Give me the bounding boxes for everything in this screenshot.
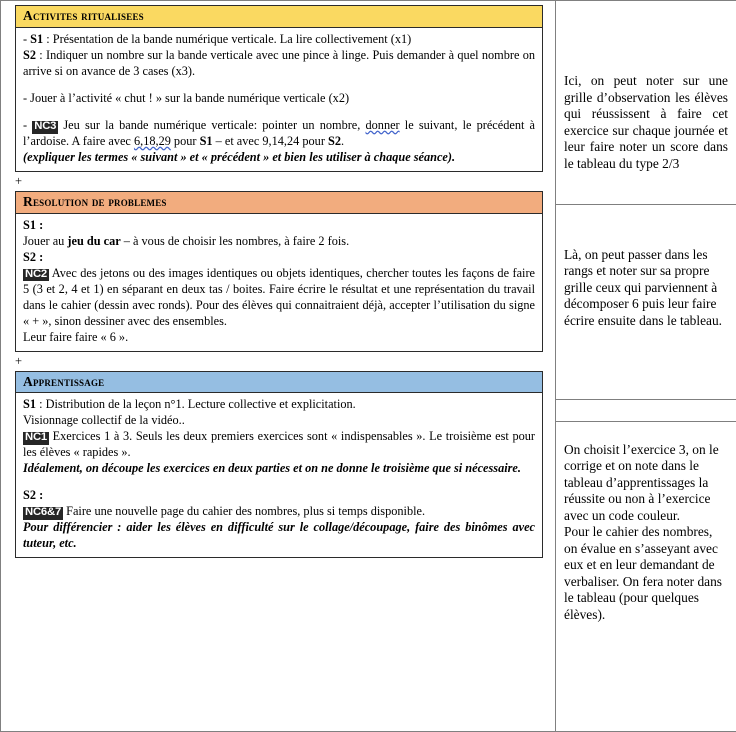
note-text-3 [556, 400, 736, 410]
section-header-activites-ritualisees: Activites ritualisees [16, 6, 542, 28]
paragraph-rp-p5: Leur faire faire « 6 ». [23, 329, 129, 344]
section-apprentissage [15, 371, 543, 559]
section-body-activites-ritualisees [16, 28, 542, 171]
note-text-4-paragraph-2: Pour le cahier des nombres, on évalue en s’asseyant avec eux et en leur demandant de verbaliser. On fera noter dans le tableau (pour quelques élèves). [564, 524, 723, 622]
paragraph-text: : [36, 217, 44, 232]
nc-reference-chip-nc3: NC3 [34, 119, 57, 132]
step-label-s2: S2 [23, 249, 36, 264]
section-header-apprentissage: Apprentissage [16, 372, 542, 394]
nc-reference-chip-nc2: NC2 [25, 267, 47, 280]
section-resolution-de-problemes [15, 191, 543, 352]
paragraph-ap-p7-note: Pour différencier : aider les élèves en difficulté sur le collage/découpage, faire des binômes avec tuteur, etc. [23, 520, 535, 551]
paragraph-text: Avec des jetons ou des images identiques ou objets identiques, chercher toutes les façons de faire 5 (3 et 2, 4 et 1) en séparant en deux tas / boites. Faire écrire le résultat et une représentation du travail dans le cahier (dessin avec ronds). Pour des élèves qui connaitraient déjà, accepter l’utilisation du signe « + », sinon dessiner avec des ensembles. [23, 265, 535, 328]
paragraph-ar-p1 [23, 32, 535, 48]
paragraph-text: : Distribution de la leçon n°1. Lecture collective et explicitation. [36, 397, 356, 412]
note-text-2: Là, on peut passer dans les rangs et noter sur sa propre grille ceux qui parviennent à décomposer 6 puis leur faire écrire ensuite dans le tableau. [564, 246, 723, 328]
prefix-dash: - [23, 117, 33, 132]
game-name-jeu-du-car: jeu du car [67, 233, 121, 248]
paragraph-ap-p4-note: Idéalement, on découpe les exercices en deux parties et on ne donne le troisième que si nécessaire. [23, 461, 521, 476]
note-text-1: Ici, on peut noter sur une grille d’observation les élèves qui réussissent à faire cet exercice sur chaque journée et leur faire noter un score dans le tableau du type 2/3 [564, 73, 728, 171]
notes-row-4 [556, 421, 736, 731]
plus-separator-2: + [15, 353, 23, 368]
paragraph-ar-p5-note: (expliquer les termes « suivant » et « précédent » et bien les utiliser à chaque séance). [23, 149, 456, 164]
paragraph-text: pour [170, 133, 200, 148]
note-text-4 [556, 422, 736, 628]
paragraph-rp-p1 [23, 218, 535, 234]
note-text-4-paragraph-1: On choisit l’exercice 3, on le corrige et on note dans le tableau d’apprentissages la réussite ou non à l’exercice avec un code couleur. [564, 441, 719, 523]
paragraph-ap-p2: Visionnage collectif de la vidéo.. [23, 413, 185, 428]
paragraph-text: – et avec 9,14,24 pour [212, 133, 328, 148]
note-cell-1 [556, 1, 736, 204]
step-label-s2: S2 [23, 488, 36, 503]
paragraph-ap-p3 [23, 429, 535, 461]
paragraph-ar-p3: - Jouer à l’activité « chut ! » sur la bande numérique verticale (x2) [23, 90, 350, 105]
section-body-resolution-de-problemes [16, 214, 542, 351]
section-header-resolution-de-problemes: Resolution de problemes [16, 192, 542, 214]
note-cell-2 [556, 204, 736, 399]
step-label-s2-inline: S2 [327, 133, 341, 148]
spellcheck-word-donner: donner [365, 117, 400, 132]
paragraph-rp-p4 [23, 266, 535, 330]
prefix-dash: - [23, 31, 31, 46]
paragraph-text: Jeu sur la bande numérique verticale: pointer un nombre, [58, 117, 366, 132]
note-cell-4 [556, 421, 736, 731]
step-label-s2: S2 [23, 47, 36, 62]
notes-table [556, 1, 736, 731]
section-activites-ritualisees [15, 5, 543, 172]
step-label-s1-inline: S1 [199, 133, 213, 148]
section-body-apprentissage [16, 393, 542, 557]
plus-separator-1: + [15, 173, 23, 188]
paragraph-text: : Présentation de la bande numérique verticale. La lire collectivement (x1) [43, 31, 412, 46]
nc-reference-chip-nc6-7: NC6&7 [25, 506, 62, 519]
paragraph-text: Jouer au [23, 233, 68, 248]
paragraph-text: le suivant, le précédent à l’ardoise. A faire avec [23, 117, 535, 148]
paragraph-text: : [36, 488, 44, 503]
paragraph-ap-p6 [23, 504, 535, 520]
paragraph-ar-p4 [23, 118, 535, 150]
lesson-plan-column [1, 1, 556, 732]
notes-row-1 [556, 1, 736, 204]
spellcheck-word-numbers: 6,18,29 [133, 133, 171, 148]
nc-reference-chip-nc1: NC1 [25, 431, 47, 444]
paragraph-text: : Indiquer un nombre sur la bande verticale avec une pince à linge. Puis demander à quel nombre on arrive si on avance de 3 cases (x3). [23, 47, 535, 78]
paragraph-text: : [36, 249, 44, 264]
step-label-s1: S1 [23, 217, 36, 232]
evaluation-notes-column [556, 1, 736, 732]
paragraph-text: – à vous de choisir les nombres, à faire 2 fois. [120, 233, 350, 248]
paragraph-text: . [340, 133, 345, 148]
paragraph-ar-p2 [23, 48, 535, 80]
paragraph-ap-p1 [23, 397, 535, 413]
note-cell-3-empty [556, 399, 736, 421]
paragraph-text: Faire une nouvelle page du cahier des nombres, plus si temps disponible. [63, 504, 426, 519]
step-label-s1: S1 [23, 397, 36, 412]
paragraph-ap-p5 [23, 488, 535, 504]
notes-row-2 [556, 204, 736, 399]
notes-row-3-empty [556, 399, 736, 421]
paragraph-text: Exercices 1 à 3. Seuls les deux premiers exercices sont « indispensables ». Le troisième est pour les élèves « rapides ». [23, 429, 535, 460]
paragraph-rp-p3 [23, 250, 535, 266]
step-label-s1: S1 [30, 31, 44, 46]
paragraph-rp-p2 [23, 234, 535, 250]
